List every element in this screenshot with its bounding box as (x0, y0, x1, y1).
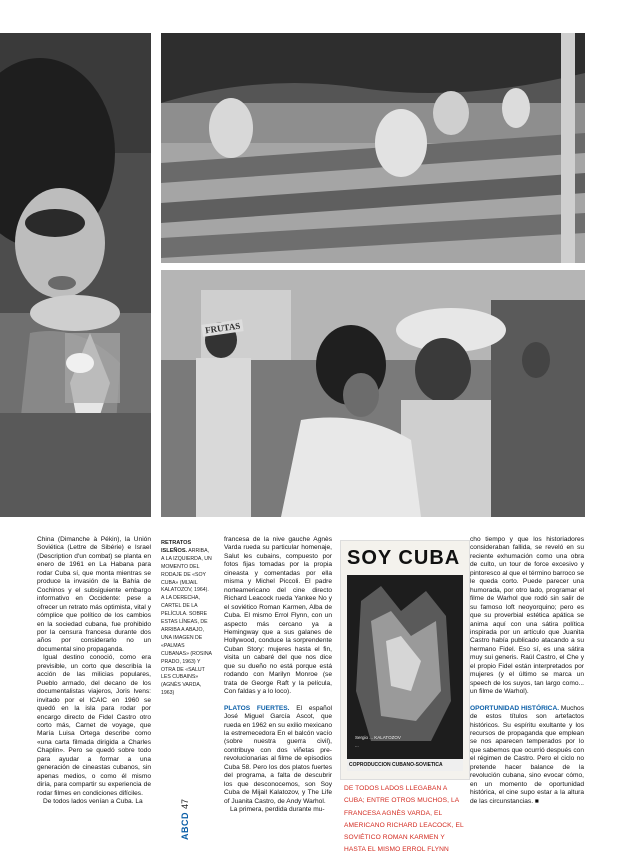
caption-text: ARRIBA, A LA IZQUIERDA, UN MOMENTO DEL RODAJE DE «SOY CUBA» (MIJAIL KALATOZOV, 1964). A LA DERECHA, CARTEL DE LA PELÍCULA. SOBRE ESTAS LÍNEAS, DE ARRIBA A ABAJO, UNA IMAGEN DE «PALMAS CUBANAS» (ROSINA PRADO, 1963) Y OTRA DE «SALUT LES CUBAINS» (AGNÈS VARDA, 1963) (161, 547, 212, 697)
col2-paragraph-1: francesa de la nive gauche Agnès Varda rueda su particular homenaje, Salut les cubains, compuesto por fotos fijas tomadas por la propia cineasta y comentadas por ella misma y Michel Piccoli. El padre norteamericano del cine directo Richard Leacock rueda Yankee No y el soviético Roman Karmen, Alba de Cuba. El mismo Errol Flynn, con un aspecto más cercano ya a Hemingway que a sus galanes de Hollywood, conduce la sorprendente Cuban Story: mujeres hasta el fin, visita un cabaré del que nos dice que su dueño no está porque está rodando con Marilyn Monroe (se trata de George Raft y la película, Con faldas y a lo loco). (224, 536, 332, 696)
pull-quote: DE TODOS LADOS LLEGABAN A CUBA; ENTRE OTROS MUCHOS, LA FRANCESA AGNÈS VARDA, EL AMERICANO RICHARD LEACOCK, EL SOVIÉTICO ROMAN KARMEN Y HASTA EL MISMO ERROL FLYNN (344, 785, 464, 854)
col1-paragraph-2: Igual destino conoció, como era previsible, un corto que describía la acción de las milicias populares, Pueblo armado, del decano de los documentalistas viajeros, Joris Ivens: invitado por el ICAIC en 1960 se quedó en la isla para rodar por encargo directo de Fidel Castro otro corto más, Carnet de voyage, que María Luisa Ortega describe como «una carta filmada dirigida a Charles Chaplin». Pero se quedó sobre todo para ayudar a formar a una generación de cineastas cubanos, sin apenas medios, o como él mismo diría, para compartir su experiencia de rodar filmes en condiciones difíciles. (37, 654, 151, 797)
end-mark: ■ (534, 797, 539, 805)
col1-paragraph-3: De todos lados venían a Cuba. La (43, 798, 143, 806)
col2-subhead: PLATOS FUERTES. (224, 704, 290, 712)
poster-title: SOY CUBA (347, 547, 461, 569)
page-number: 47 (180, 798, 190, 809)
col3-paragraph-2: Muchos de estos títulos son artefactos históricos. Su espíritu exultante y los recursos de propaganda que emplean se nos aparecen temperados por lo que sabemos que ocurrió después con el régimen de Castro. Pero el ciclo no pretende hacer balance de la revolución cubana, sino evocar cómo, en un momento de oportunidad histórica, el cine supo estar a la altura de las circunstancias. (470, 704, 584, 805)
col1-paragraph-1: China (Dimanche à Pékin), la Unión Soviética (Lettre de Sibérie) e Israel (Description d'un combat) se planta en enero de 1961 en La Habana para rodar Cuba sí, que monta mientras se produce la invasión de la Bahía de Cochinos y el subsiguiente embargo informativo en Occidente: pese a ofrecer un retrato más optimista, vital y cómplice que político de los cambios en la sociedad cubana, fue prohibido por la censura francesa durante dos años por considerarlo no un documental sino propaganda. (37, 536, 151, 653)
photo-woman-with-glass-icon (0, 33, 151, 517)
poster-subtitle-2: ... (355, 743, 359, 748)
col3-subhead: OPORTUNIDAD HISTÓRICA. (470, 704, 560, 712)
photo-couple-dancing-icon (161, 270, 585, 517)
poster-footer: COPRODUCCION CUBANO-SOVIETICA (349, 762, 443, 768)
photo-caption (161, 540, 213, 698)
col2-paragraph-2: El español José Miguel García Ascot, que rueda en 1962 en su exilio mexicano la estremecedora En el balcón vacío (sobre nuestra guerra civil), contribuye con dos viñetas pre-revolucionarias al filme de episodios Cuba 58. Pero los dos platos fuertes del programa, a falta de descubrir los que desconocemos, son Soy Cuba de Mijail Kalatozov, y The Life of Juanita Castro, de Andy Warhol. (224, 704, 332, 805)
text-column-1 (37, 536, 151, 807)
page-folio (178, 768, 192, 840)
text-column-3 (470, 536, 584, 806)
sign-frutas: FRUTAS (201, 319, 244, 337)
text-column-2 (224, 536, 332, 815)
photo-farm-workers (161, 33, 585, 263)
col2-paragraph-3: La primera, perdida durante mu- (230, 806, 325, 814)
photo-farm-workers-icon (161, 33, 585, 263)
col3-paragraph-1: cho tiempo y que los historiadores consideraban fallida, se reveló en su reciente exhumación como una obra de culto, un tour de force excesivo y pintoresco al que el término barroco se le queda corto. Puede parecer una humorada, por otro lado, programar el filme de Warhol que rodó sin salir de su famoso loft neoyorquino; pero es que su proverbial estética apática se anima aquí con una sátira política inspirada por un artículo que Juanita Castro había publicado atacando a su hermano Fidel. Eso sí, es una sátira muy sui generis. Raúl Castro, el Che y el propio Fidel están interpretados por mujeres (y el último se marca un speech de los suyos, tan largo como... un filme de Warhol). (470, 536, 584, 696)
caption-lead: RETRATOS ISLEÑOS. (161, 540, 192, 554)
photo-woman-with-glass (0, 33, 151, 517)
poster-soy-cuba-icon (341, 541, 469, 779)
brand-logo: ABCD (180, 812, 190, 840)
photo-couple-dancing (161, 270, 585, 517)
poster-subtitle-1: Sergio ... KALATOZOV (355, 735, 401, 740)
poster-soy-cuba (340, 540, 470, 780)
